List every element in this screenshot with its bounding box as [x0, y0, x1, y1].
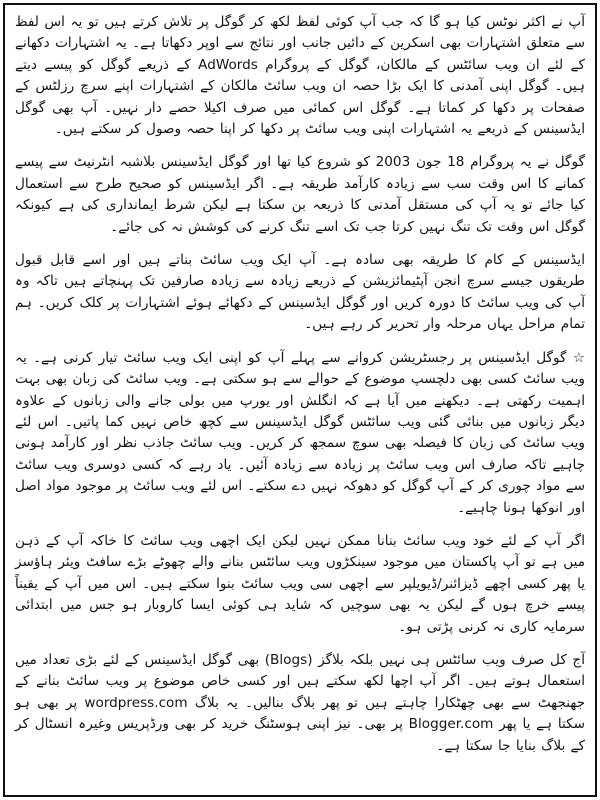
paragraph-intro-adwords: آپ نے اکثر نوٹس کیا ہو گا کہ جب آپ کوئی لفظ لکھ کر گوگل پر تلاش کرتے ہیں تو یہ اس لفظ سے متعلق اشتہارات بھی اسکرین کے دائیں جانب اور نتائج سے اوپر دکھاتا ہے۔ یہ اشتہارات دکھانے کے لئے ان ویب سائٹس کے مالکان، گوگل کے پروگرام AdWords کے ذریعے گوگل کو پیسے دیتے ہیں۔ گوگل اپنی آمدنی کا ایک بڑا حصہ ان ویب سائٹ مالکان کے اشتہارات اپنے سرچ رزلٹس کے صفحات پر دکھا کر کماتا ہے۔ گوگل اس کمائی میں صرف اکیلا حصے دار نہیں۔ آپ بھی گوگل ایڈسینس کے ذریعے یہ اشتہارات اپنی ویب سائٹ پر دکھا کر اپنا حصہ وصول کر سکتے ہیں۔: [15, 14, 585, 138]
paragraph-hiring-developers: اگر آپ کے لئے خود ویب سائٹ بنانا ممکن نہیں لیکن ایک اچھی ویب سائٹ کا خاکہ آپ کے ذہن میں ہے تو آپ پاکستان میں موجود سینکڑوں ویب سائٹس بنانے والے چھوٹے بڑے سافٹ ویئر ہاؤسز یا پھر کسی اچھے ڈیزائنر/ڈیویلپر سے اچھی سی ویب سائٹ بنوا سکتے ہیں۔ اس میں آپ کے یقیناً پیسے خرچ ہوں گے لیکن یہ بھی سوچیں کہ شاید ہی کوئی ایسا کاروبار ہو جس میں ابتدائی سرمایہ کاری نہ کرنی پڑتی ہو۔: [15, 532, 585, 635]
paragraph-blogs: آج کل صرف ویب سائٹس ہی نہیں بلکہ بلاگز (Blogs) بھی گوگل ایڈسینس کے لئے بڑی تعداد میں استعمال ہوتے ہیں۔ اگر آپ اچھا لکھ سکتے ہیں اور کسی خاص موضوع پر ویب سائٹ بنانے کے جھنجھٹ سے بھی چھٹکارا چاہتے ہیں تو پھر بلاگ بنالیں۔ یہ بلاگ wordpress.com پر بھی ہو سکتا ہے یا پھر Blogger.com پر بھی۔ نیز اپنی ہوسٹنگ خرید کر بھی ورڈپریس وغیرہ انسٹال کر کے بلاگ بنایا جا سکتا ہے۔: [15, 651, 585, 754]
article-body: [15, 12, 585, 757]
paragraph-launch-date: گوگل نے یہ پروگرام 18 جون 2003 کو شروع کیا تھا اور گوگل ایڈسینس بلاشبہ انٹرنیٹ سے پیسے کمانے کا اس وقت سب سے زیادہ کارآمد طریقہ ہے۔ اگر ایڈسینس کو صحیح طرح سے استعمال کیا جائے تو یہ آپ کی مستقل آمدنی کا ذریعہ بن سکتا ہے لیکن شرط ایمانداری کی ہے کیونکہ گوگل اس وقت تک تنگ نہیں کرتا جب تک اسے تنگ کرنے کی کوشش نہ کی جائے۔: [15, 154, 585, 235]
paragraph-website-preparation: ☆ گوگل ایڈسینس پر رجسٹریشن کروانے سے پہلے آپ کو اپنی ایک ویب سائٹ تیار کرنی ہے۔ یہ ویب سائٹ کسی بھی دلچسپ موضوع کے حوالے سے ہو سکتی ہے۔ ویب سائٹ کی زبان بھی بہت اہمیت رکھتی ہے۔ دیکھنے میں آیا ہے کہ انگلش اور یورپ میں بولی جانے والی زبانوں کے علاوہ دیگر زبانوں میں بنائی گئی ویب سائٹس گوگل ایڈسینس سے کچھ خاص نہیں کما پاتیں۔ اس لئے ویب سائٹ کی زبان کا فیصلہ بھی سوچ سمجھ کر کریں۔ ویب سائٹ جاذب نظر اور کارآمد ہونی چاہیے تاکہ صارف اس ویب سائٹ پر زیادہ سے زیادہ آئیں۔ یاد رہے کہ کسی دوسری ویب سائٹ سے مواد چوری کر کے آپ گوگل کو دھوکہ نہیں دے سکتے۔ اس لئے ویب سائٹ پر موجود مواد اصل اور انوکھا ہونا چاہیے۔: [15, 349, 585, 516]
document-page: [3, 3, 597, 797]
paragraph-how-it-works: ایڈسینس کے کام کا طریقہ بھی سادہ ہے۔ آپ ایک ویب سائٹ بناتے ہیں اور اسے قابل قبول طریقوں جیسے سرچ انجن آپٹیمائزیشن کے ذریعے زیادہ سے زیادہ صارفین تک پہنچاتے ہیں تاکہ وہ آپ کی ویب سائٹ کا دورہ کریں اور گوگل ایڈسینس کے دکھائے ہوئے اشتہارات پر کلک کریں۔ ہم تمام مراحل یہاں مرحلہ وار تحریر کر رہے ہیں۔: [15, 252, 585, 333]
